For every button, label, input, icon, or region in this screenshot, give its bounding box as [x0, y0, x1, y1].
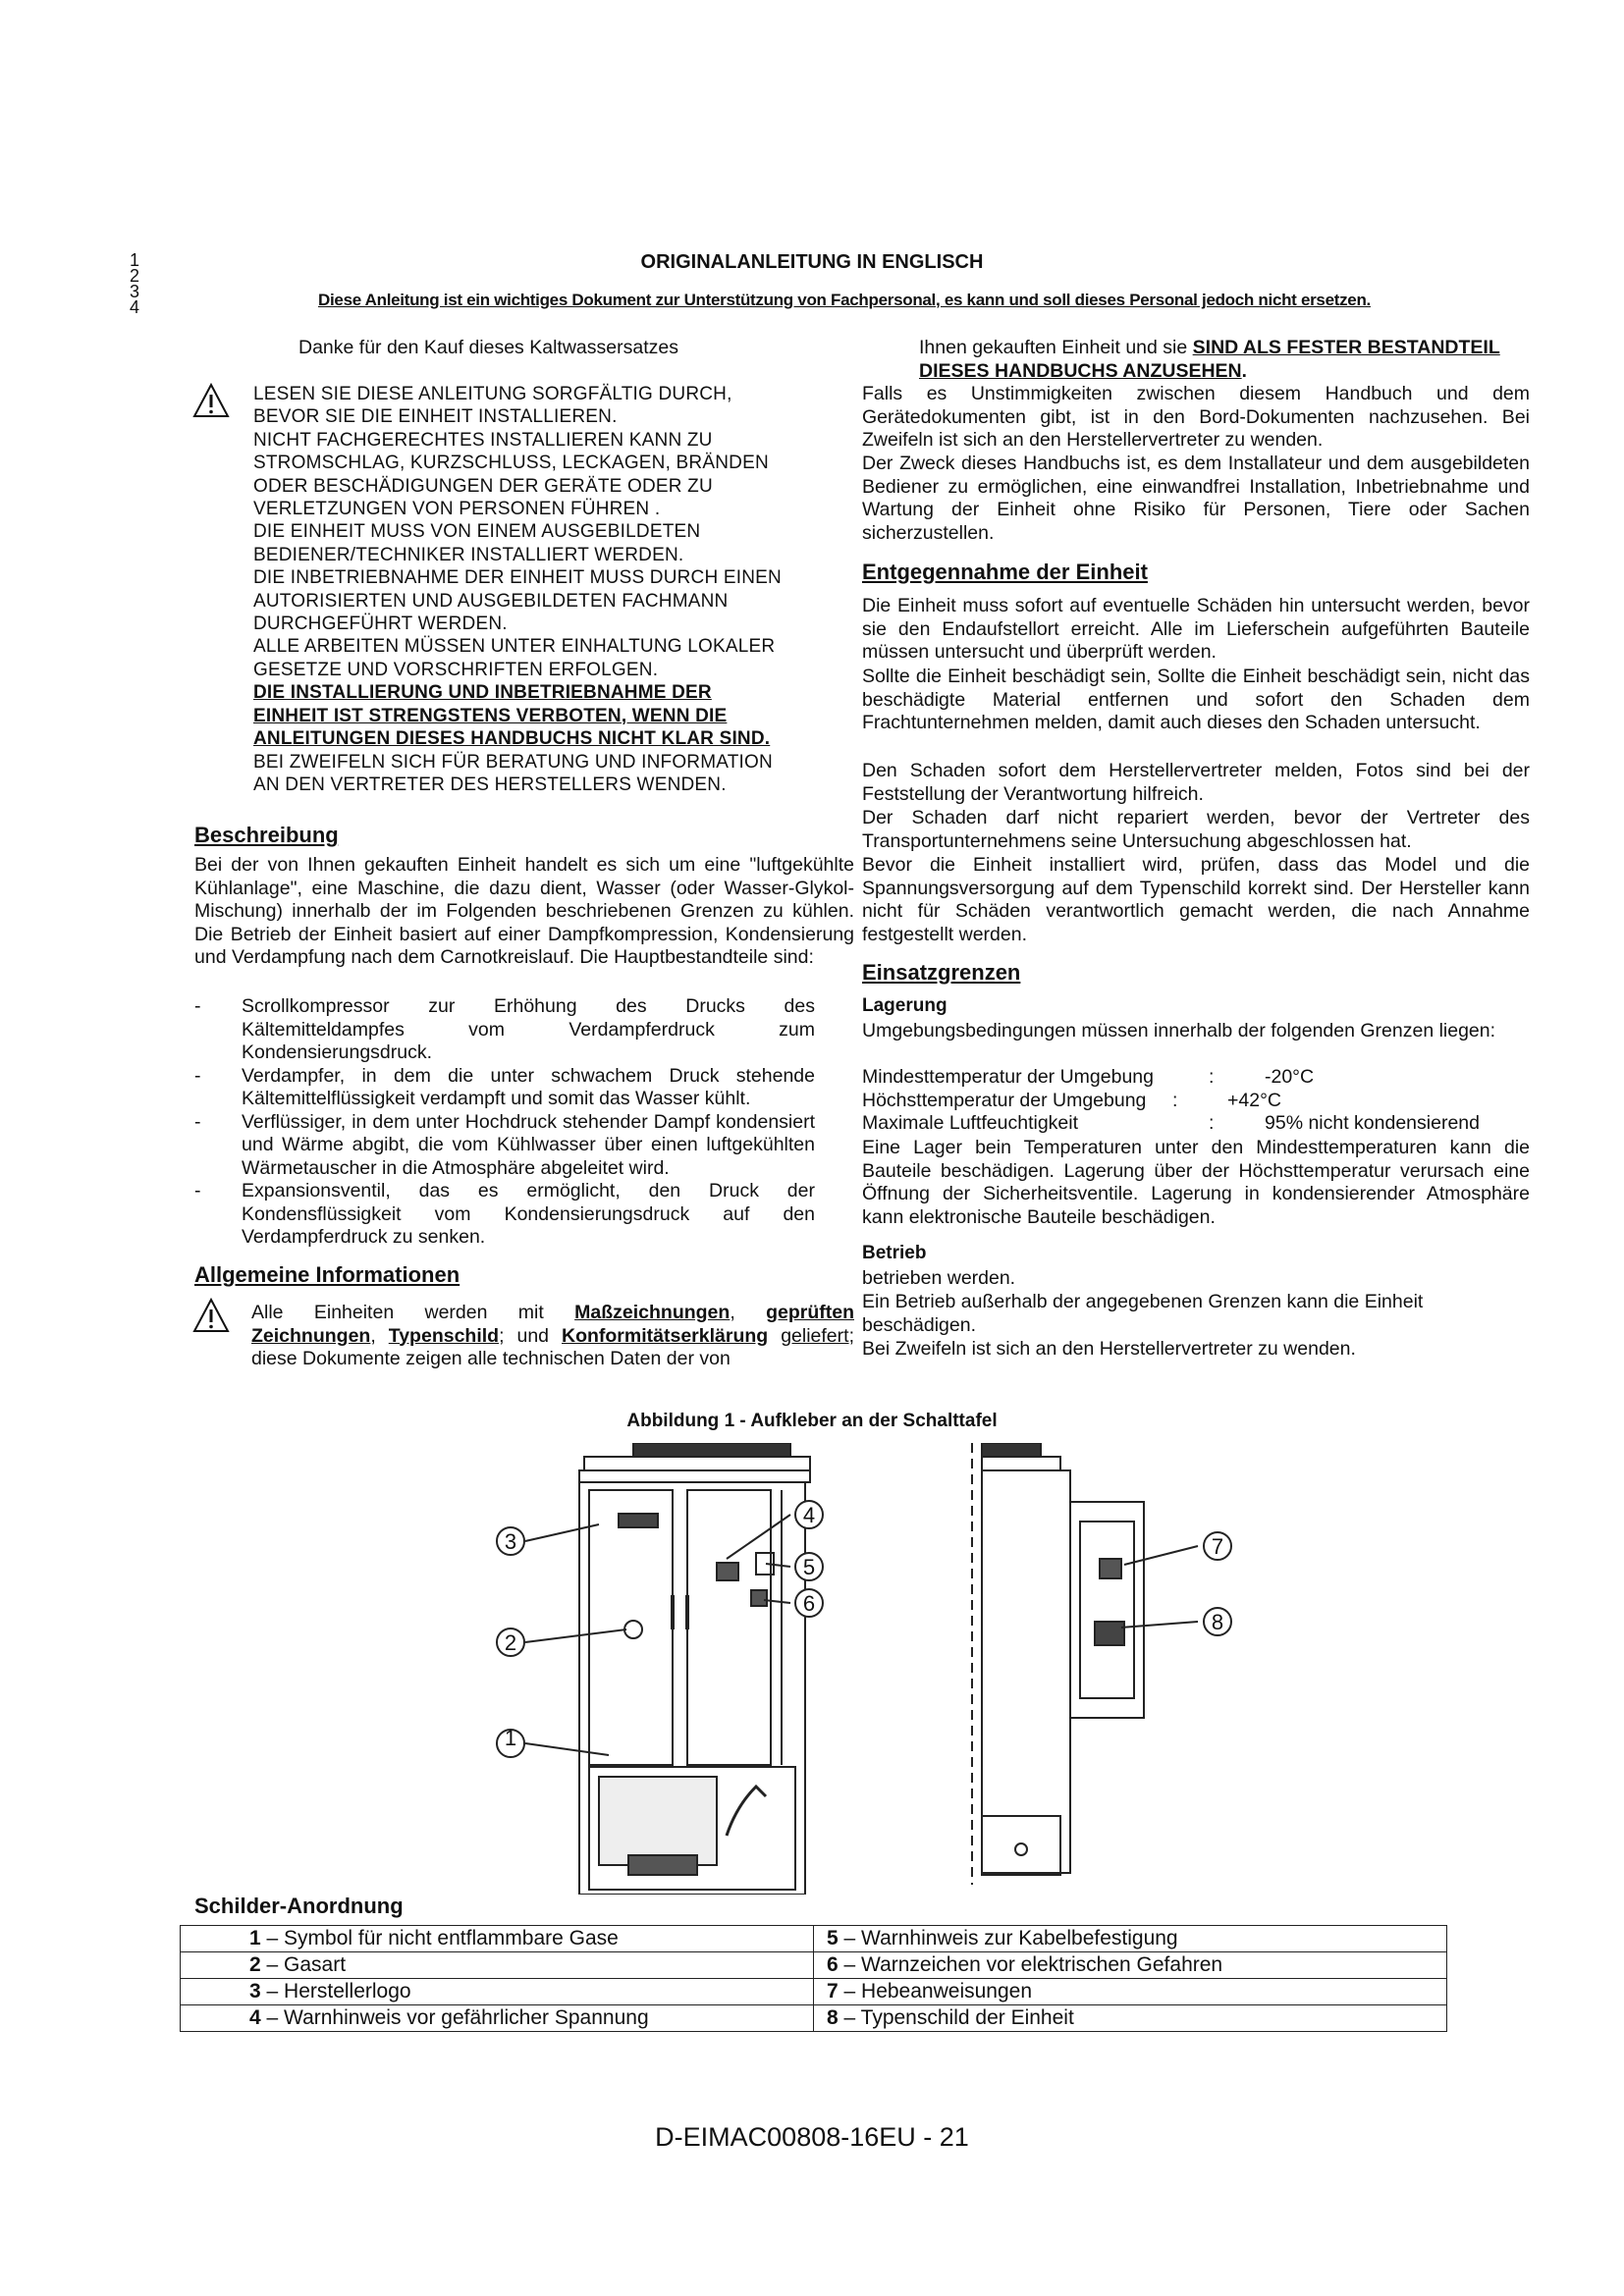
callout-5: 5: [802, 1555, 816, 1579]
limit-row: Höchsttemperatur der Umgebung : +42°C: [862, 1089, 1281, 1111]
callout-2: 2: [504, 1630, 517, 1655]
link-masszeichnungen[interactable]: Maßzeichnungen: [574, 1302, 731, 1323]
table-row: [181, 1952, 1447, 1979]
legend-table: [180, 1925, 1447, 2032]
table-cell: 8 – Typenschild der Einheit: [814, 2005, 1447, 2032]
entgegennahme-heading: Entgegennahme der Einheit: [862, 560, 1148, 584]
warning-line: ODER BESCHÄDIGUNGEN DER GERÄTE ODER ZU: [253, 475, 713, 497]
einsatzgrenzen-heading: Einsatzgrenzen: [862, 960, 1021, 985]
warning-triangle-icon: [192, 383, 230, 418]
right-paragraph-9: betrieben werden.: [862, 1267, 1016, 1289]
table-cell: 4 – Warnhinweis vor gefährlicher Spannung: [181, 2005, 814, 2032]
control-panel-figure: [452, 1443, 1296, 1895]
legend-heading: Schilder-Anordnung: [194, 1894, 404, 1918]
warning-triangle-icon: [192, 1298, 230, 1333]
limits-list: [862, 1066, 1530, 1136]
document-title: ORIGINALANLEITUNG IN ENGLISCH: [640, 251, 984, 273]
callout-4: 4: [802, 1503, 816, 1527]
line-number: 2: [130, 266, 140, 286]
right-paragraph-8: Eine Lager bein Temperaturen unter den Mindesttemperaturen kann die Bauteile beschädigen. Lagerung über der Höchsttemperatur verursach eine Öffnung der Sicherheitsventile. Lagerung in kondensierender Atmosphäre kann elektronische Bauteile beschädigen.: [862, 1137, 1530, 1228]
list-item: - Expansionsventil, das es ermöglicht, den Druck der Kondensflüssigkeit vom Kondensierungsdruck auf den Verdampferdruck zu senken.: [194, 1180, 815, 1248]
list-item: - Verflüssiger, in dem unter Hochdruck stehender Dampf kondensiert und Wärme abgibt, die vom Kühlwasser über einen luftgekühlten Wärmetauscher in die Atmosphäre abgeleitet wird.: [194, 1110, 815, 1179]
table-cell: 7 – Hebeanweisungen: [814, 1979, 1447, 2005]
link-geliefert[interactable]: geliefert: [781, 1324, 849, 1347]
right-paragraph-10: Ein Betrieb außerhalb der angegebenen Grenzen kann die Einheit beschädigen.: [862, 1291, 1424, 1336]
table-row: [181, 2005, 1447, 2032]
warning-line: AN DEN VERTRETER DES HERSTELLERS WENDEN.: [253, 774, 727, 795]
link-gepruefte-zeichnungen[interactable]: geprüften Zeichnungen: [251, 1302, 854, 1347]
warning-line: ALLE ARBEITEN MÜSSEN UNTER EINHALTUNG LOKALER: [253, 636, 776, 658]
table-cell: 6 – Warnzeichen vor elektrischen Gefahren: [814, 1952, 1447, 1979]
callout-6: 6: [802, 1591, 816, 1616]
callout-3: 3: [504, 1529, 517, 1554]
figure-caption: Abbildung 1 - Aufkleber an der Schalttafel: [626, 1411, 998, 1431]
warning-line: DIE EINHEIT MUSS VON EINEM AUSGEBILDETEN: [253, 521, 701, 543]
thanks-line: Danke für den Kauf dieses Kaltwassersatzes: [298, 337, 678, 358]
warning-line: BEDIENER/TECHNIKER INSTALLIERT WERDEN.: [253, 544, 684, 565]
table-cell: 2 – Gasart: [181, 1952, 814, 1979]
beschreibung-paragraph: Bei der von Ihnen gekauften Einheit handelt es sich um eine "luftgekühlte Kühlanlage", eine Maschine, die dazu dient, Wasser (oder Wasser-Glykol-Mischung) innerhalb der im Folgenden beschriebenen Grenzen zu kühlen. Die Betrieb der Einheit basiert auf einer Dampfkompression, Kondensierung und Verdampfung nach dem Carnotkreislauf. Die Hauptbestandteile sind:: [194, 854, 854, 968]
right-paragraph-4: Sollte die Einheit beschädigt sein, Sollte die Einheit beschädigt sein, nicht das beschädigte Material entfernen und sofort den Schaden dem Frachtunternehmen melden, damit auch dieses den Schaden untersucht.: [862, 666, 1530, 733]
warning-bold-line: EINHEIT IST STRENGSTENS VERBOTEN, WENN DIE: [253, 705, 728, 726]
right-paragraph-7: Bevor die Einheit installiert wird, prüfen, dass das Model und die Spannungsversorgung auf dem Typenschild korrekt sind. Der Hersteller kann nicht für Schäden verantwortlich gemacht werden, die nach Annahme festgestellt werden.: [862, 854, 1530, 945]
allgemeine-heading: Allgemeine Informationen: [194, 1262, 460, 1287]
lagerung-heading: Lagerung: [862, 995, 947, 1016]
components-list: [194, 995, 815, 1250]
right-paragraph-5: Den Schaden sofort dem Herstellervertreter melden, Fotos sind bei der Feststellung der Verantwortung hilfreich.: [862, 760, 1530, 805]
document-subtitle: Diese Anleitung ist ein wichtiges Dokument zur Unterstützung von Fachpersonal, es kann und soll dieses Personal jedoch nicht ersetzen.: [318, 291, 1371, 309]
right-paragraph-6: Der Schaden darf nicht repariert werden, bevor der Vertreter des Transportunternehmens seine Untersuchung abgeschlossen hat.: [862, 807, 1530, 852]
callout-1: 1: [504, 1726, 517, 1750]
warning-line: VERLETZUNGEN VON PERSONEN FÜHREN .: [253, 499, 661, 520]
warning-line: BEVOR SIE DIE EINHEIT INSTALLIEREN.: [253, 406, 618, 428]
right-paragraph-11: Bei Zweifeln ist sich an den Herstellervertreter zu wenden.: [862, 1338, 1356, 1360]
warning-bold-line: ANLEITUNGEN DIESES HANDBUCHS NICHT KLAR SIND.: [253, 728, 771, 750]
warning-line: DURCHGEFÜHRT WERDEN.: [253, 614, 508, 635]
warning-block: [253, 383, 842, 796]
left-column: [194, 337, 850, 360]
table-row: [181, 1926, 1447, 1952]
link-konformitaetserklaerung[interactable]: Konformitätserklärung: [562, 1324, 769, 1347]
table-cell: 5 – Warnhinweis zur Kabelbefestigung: [814, 1926, 1447, 1952]
beschreibung-heading: Beschreibung: [194, 823, 339, 847]
warning-line: NICHT FACHGERECHTES INSTALLIEREN KANN ZU: [253, 429, 713, 451]
line-number: 3: [130, 282, 140, 301]
line-number: 4: [130, 297, 140, 317]
table-cell: 3 – Herstellerlogo: [181, 1979, 814, 2005]
betrieb-heading: Betrieb: [862, 1243, 927, 1263]
lagerung-intro: Umgebungsbedingungen müssen innerhalb der folgenden Grenzen liegen:: [862, 1020, 1496, 1041]
warning-line: DIE INBETRIEBNAHME DER EINHEIT MUSS DURCH EINEN: [253, 567, 782, 589]
page-footer: D-EIMAC00808-16EU - 21: [655, 2122, 969, 2152]
limit-row: Maximale Luftfeuchtigkeit : 95% nicht kondensierend: [862, 1112, 1480, 1134]
allgemeine-paragraph: Alle Einheiten werden mit Maßzeichnungen, geprüften Zeichnungen, Typenschild; und Konformitätserklärung geliefert; diese Dokumente zeigen alle technischen Daten der von: [251, 1302, 854, 1369]
right-paragraph-2: Der Zweck dieses Handbuchs ist, es dem Installateur und dem ausgebildeten Bediener zu ermöglichen, eine einwandfrei Installation, Inbetriebnahme und Wartung der Einheit ohne Risiko für Personen, Tiere oder Sachen sicherzustellen.: [862, 453, 1530, 544]
callout-8: 8: [1211, 1610, 1224, 1634]
warning-line: BEI ZWEIFELN SICH FÜR BERATUNG UND INFORMATION: [253, 751, 773, 773]
table-cell: 1 – Symbol für nicht entflammbare Gase: [181, 1926, 814, 1952]
warning-line: AUTORISIERTEN UND AUSGEBILDETEN FACHMANN: [253, 590, 729, 612]
list-item: - Scrollkompressor zur Erhöhung des Drucks des Kältemitteldampfes vom Verdampferdruck zum Kondensierungsdruck.: [194, 995, 815, 1063]
warning-line: STROMSCHLAG, KURZSCHLUSS, LECKAGEN, BRÄNDEN: [253, 453, 769, 474]
warning-bold-line: DIE INSTALLIERUNG UND INBETRIEBNAHME DER: [253, 682, 712, 704]
link-typenschild[interactable]: Typenschild: [388, 1324, 500, 1347]
right-continuation: Ihnen gekauften Einheit und sie SIND ALS FESTER BESTANDTEIL DIESES HANDBUCHS ANZUSEHEN.: [919, 337, 1500, 382]
callout-7: 7: [1211, 1534, 1224, 1559]
limit-row: Mindesttemperatur der Umgebung : -20°C: [862, 1066, 1315, 1088]
table-row: [181, 1979, 1447, 2005]
warning-line: LESEN SIE DIESE ANLEITUNG SORGFÄLTIG DURCH,: [253, 384, 732, 404]
list-item: - Verdampfer, in dem die unter schwachem Druck stehende Kältemittelflüssigkeit verdampft und somit das Wasser kühlt.: [194, 1064, 815, 1109]
warning-line: GESETZE UND VORSCHRIFTEN ERFOLGEN.: [253, 659, 659, 680]
right-paragraph-1: Falls es Unstimmigkeiten zwischen diesem Handbuch und dem Gerätedokumenten gibt, ist in den Bord-Dokumenten nachzusehen. Bei Zweifeln ist sich an den Herstellervertreter zu wenden.: [862, 383, 1530, 451]
line-number: 1: [130, 250, 140, 270]
right-paragraph-3: Die Einheit muss sofort auf eventuelle Schäden hin untersucht werden, bevor sie den Endaufstellort erreicht. Alle im Lieferschein aufgeführten Bauteile müssen untersucht und überprüft werden.: [862, 595, 1530, 663]
